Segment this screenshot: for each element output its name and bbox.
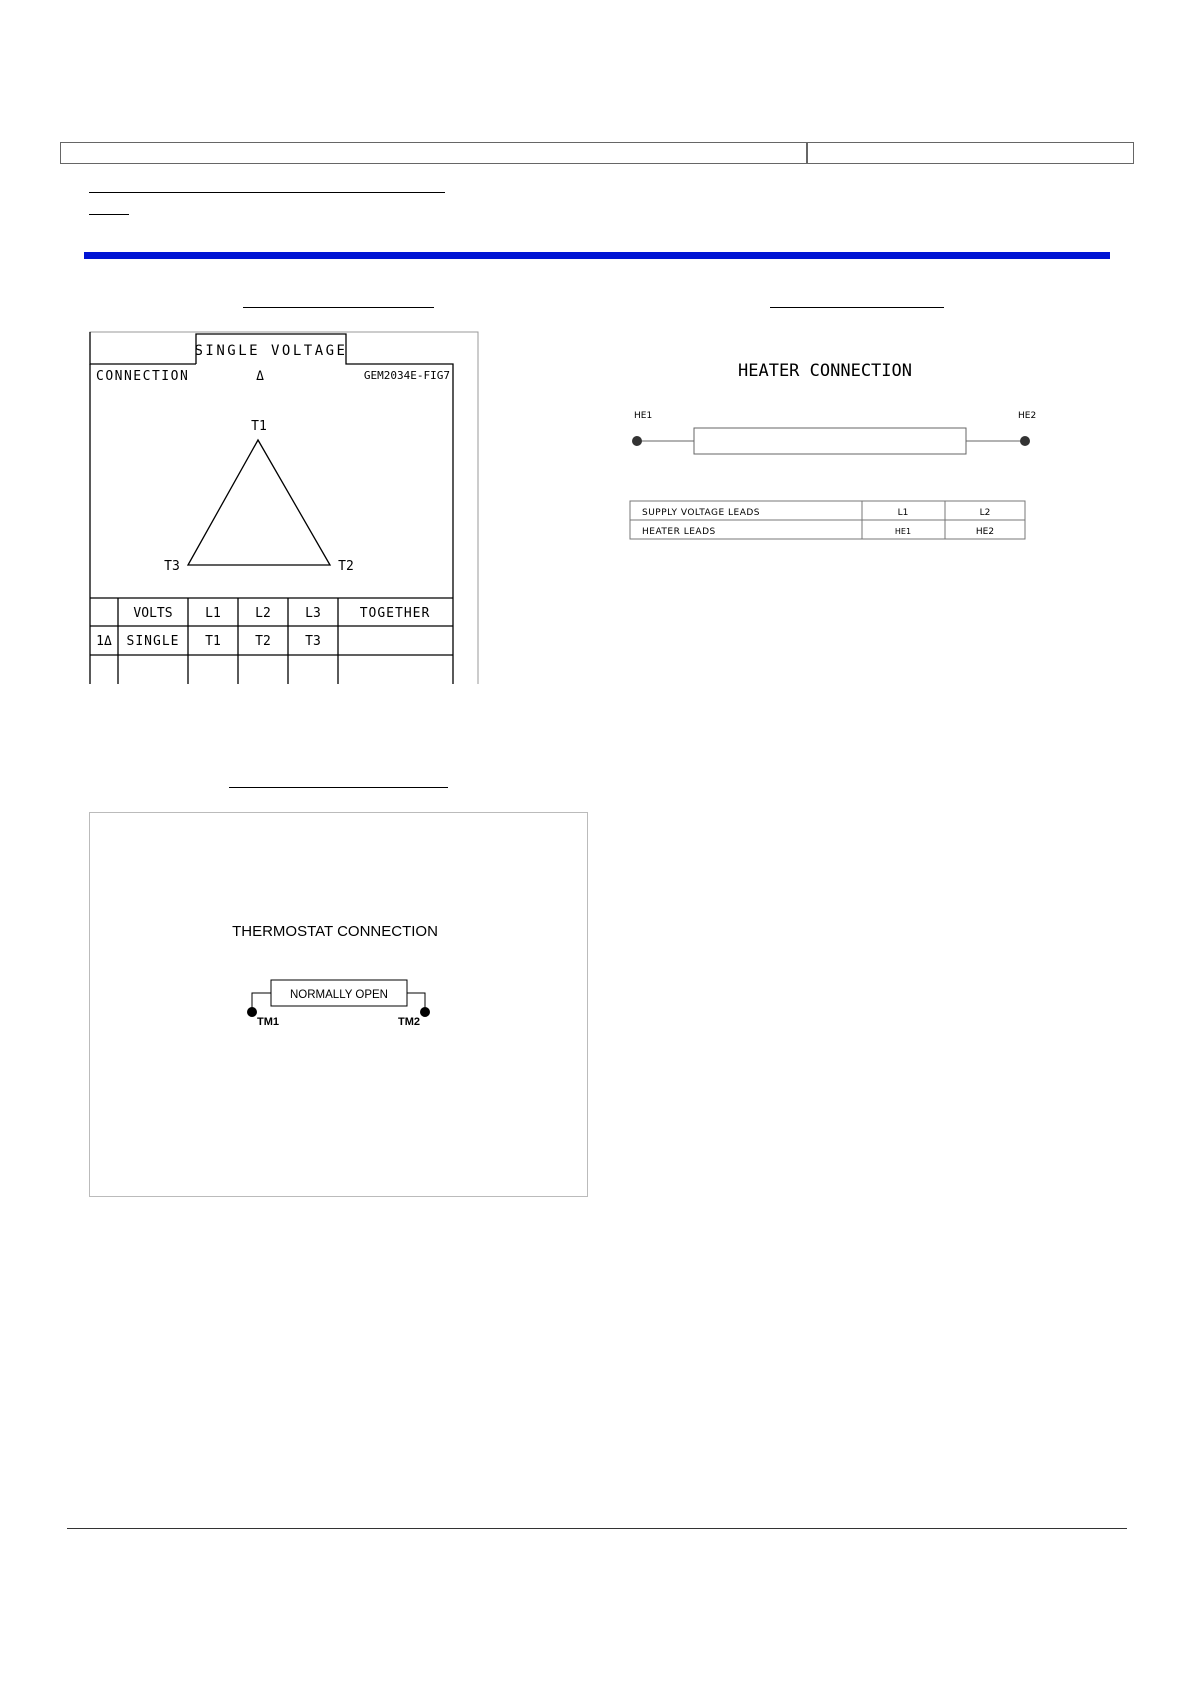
heater-table-cell: HEATER LEADS [642, 527, 716, 537]
heater-right-lead-label: HE2 [1018, 411, 1037, 421]
thermostat-left-lead-label: TM1 [257, 1016, 279, 1028]
heater-element [694, 428, 966, 454]
header-field-left [60, 142, 807, 164]
terminal-label-left: T3 [164, 559, 180, 574]
thermostat-terminal-right [420, 1007, 430, 1017]
delta-winding-triangle [188, 440, 330, 565]
table-header-cell: VOLTS [133, 606, 173, 621]
terminal-label-right: T2 [338, 559, 354, 574]
motor-figure-caption-underline [243, 307, 434, 308]
motor-connection-diagram [88, 330, 480, 685]
table-cell: T1 [205, 634, 221, 649]
heater-table-cell: L2 [979, 508, 991, 518]
heater-terminal-left [632, 436, 642, 446]
heater-connection-diagram [625, 355, 1045, 550]
thermostat-right-lead-label: TM2 [398, 1016, 420, 1028]
heater-figure-caption-underline [770, 307, 944, 308]
thermostat-connection-diagram [89, 812, 588, 1197]
heater-table-cell: L1 [897, 508, 909, 518]
section-heading-underline [89, 192, 445, 193]
figure-code: GEM2034E-FIG7 [363, 369, 450, 382]
table-header-cell: L1 [205, 606, 221, 621]
section-subheading-underline [89, 214, 129, 215]
footer-divider [67, 1528, 1127, 1529]
thermostat-terminal-left [247, 1007, 257, 1017]
connection-label: CONNECTION [96, 369, 190, 384]
accent-divider [84, 252, 1110, 259]
heater-title: HEATER CONNECTION [738, 361, 912, 381]
table-header-cell: TOGETHER [359, 606, 431, 621]
thermostat-title: THERMOSTAT CONNECTION [232, 923, 438, 940]
heater-table-cell: HE2 [975, 527, 995, 537]
table-header-cell: L2 [255, 606, 271, 621]
table-cell: T2 [255, 634, 271, 649]
heater-terminal-right [1020, 436, 1030, 446]
heater-left-lead-label: HE1 [634, 411, 653, 421]
voltage-tab-label: SINGLE VOLTAGE [194, 343, 348, 359]
table-header-cell: L3 [305, 606, 321, 621]
terminal-label-top: T1 [251, 419, 267, 434]
table-cell: T3 [305, 634, 321, 649]
thermostat-figure-caption-underline [229, 787, 448, 788]
heater-table-cell: HE1 [894, 527, 912, 536]
table-cell: SINGLE [126, 634, 180, 649]
connection-symbol: Δ [256, 369, 264, 384]
thermostat-switch-label: NORMALLY OPEN [290, 989, 388, 1001]
header-field-right [807, 142, 1134, 164]
table-cell: 1Δ [96, 634, 112, 649]
heater-table-cell: SUPPLY VOLTAGE LEADS [642, 508, 761, 518]
